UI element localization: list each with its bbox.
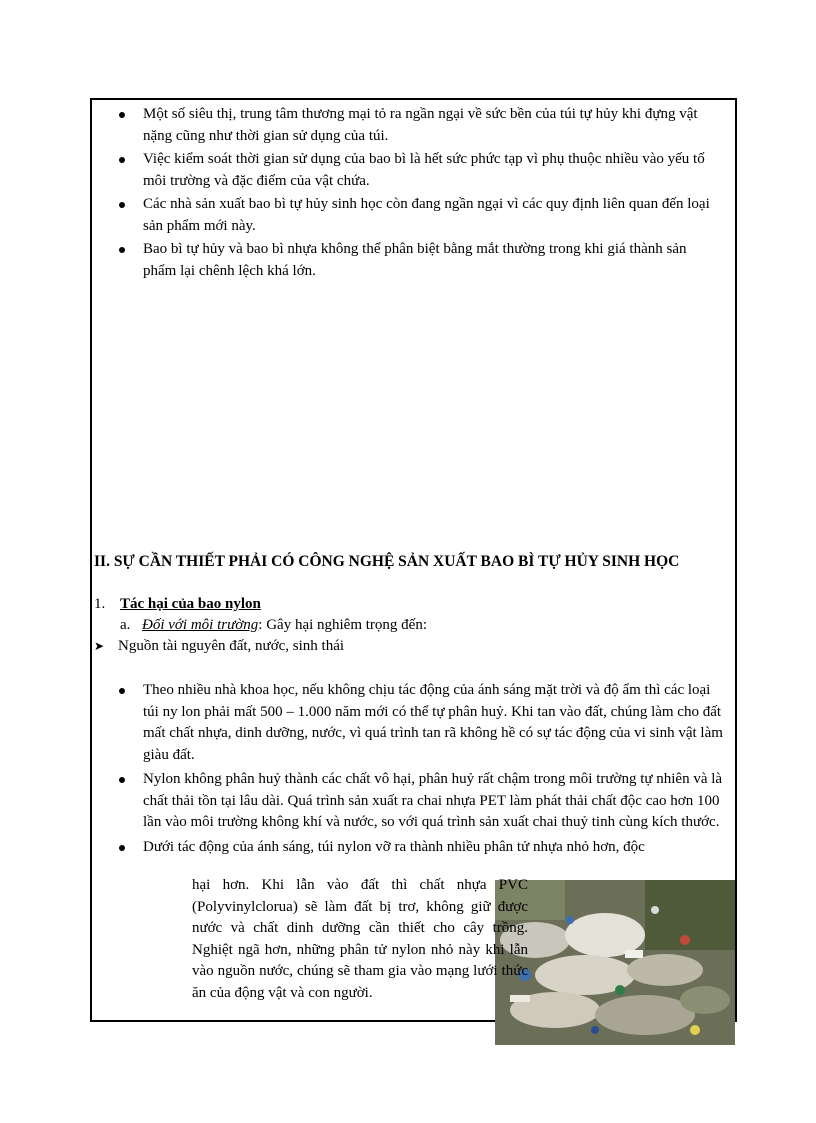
bullet-dot-icon <box>119 247 125 253</box>
impact-bullet-list <box>143 680 728 858</box>
subsection-title-text: Tác hại của bao nylon <box>120 596 261 612</box>
section-heading: II. SỰ CẦN THIẾT PHẢI CÓ CÔNG NGHỆ SẢN XUẤT BAO BÌ TỰ HỦY SINH HỌC <box>94 553 680 570</box>
wrapped-paragraph: hại hơn. Khi lẫn vào đất thì chất nhựa PVC (Polyvinylclorua) sẽ làm đất bị trơ, không giữ được nước và chất dinh dưỡng cần thiết cho cây trồng. Nghiệt ngã hơn, những phân tử nylon nhỏ này khi lẫn vào nguồn nước, chúng sẽ tham gia vào mạng lưới thức ăn của động vật và con người. <box>192 877 528 1001</box>
bullet-dot-icon <box>119 845 125 851</box>
bullet-dot-icon <box>119 688 125 694</box>
sub-subsection-text: : Gây hại nghiêm trọng đến: <box>258 617 427 633</box>
top-bullet-list <box>143 104 723 282</box>
arrow-list-item <box>94 638 344 655</box>
list-item: Nylon không phân huỷ thành các chất vô hại, phân huỷ rất chậm trong môi trường tự nhiên và là chất thải tồn tại lâu dài. Quá trình sản xuất ra chai nhựa PET làm phát thải chất độc cao hơn 100 lần vào môi trường không khí và nước, so với quá trình sản xuất chai thuỷ tinh cùng kích thước. <box>143 769 728 834</box>
list-item: Theo nhiều nhà khoa học, nếu không chịu tác động của ánh sáng mặt trời và độ ẩm thì các loại túi ny lon phải mất 500 – 1.000 năm mới có thể tự phân huỷ. Khi tan vào đất, chúng làm cho đất mất chất nhựa, dinh dưỡng, nước, vì quá trình tan rã không hề có sự tác động của vi sinh vật làm giàu đất. <box>143 680 728 766</box>
list-item: Một số siêu thị, trung tâm thương mại tỏ ra ngần ngại về sức bền của túi tự hủy khi đựng vật nặng cũng như thời gian sử dụng của túi. <box>143 104 723 147</box>
subsection-number: 1. <box>94 596 106 612</box>
list-item: Dưới tác động của ánh sáng, túi nylon vỡ ra thành nhiều phân tử nhựa nhỏ hơn, độc <box>143 837 728 859</box>
plastic-waste-image-icon <box>495 880 735 1045</box>
sub-subsection <box>120 617 427 634</box>
bullet-dot-icon <box>119 202 125 208</box>
bullet-dot-icon <box>119 777 125 783</box>
subsection-title <box>94 596 261 613</box>
list-item: Bao bì tự hủy và bao bì nhựa không thể phân biệt bằng mắt thường trong khi giá thành sản phẩm lại chênh lệch khá lớn. <box>143 239 723 282</box>
arrow-item-text: Nguồn tài nguyên đất, nước, sinh thái <box>118 638 345 654</box>
bullet-dot-icon <box>119 112 125 118</box>
plastic-waste-photo <box>495 880 735 1045</box>
sub-subsection-letter: a. <box>120 617 131 633</box>
arrow-bullet-icon: ➤ <box>94 639 105 653</box>
list-item: Các nhà sản xuất bao bì tự hủy sinh học còn đang ngần ngại vì các quy định liên quan đến loại sản phẩm mới này. <box>143 194 723 237</box>
list-item: Việc kiểm soát thời gian sử dụng của bao bì là hết sức phức tạp vì phụ thuộc nhiều vào yếu tố môi trường và đặc điểm của vật chứa. <box>143 149 723 192</box>
bullet-dot-icon <box>119 157 125 163</box>
sub-subsection-label: Đối với môi trường <box>142 617 259 633</box>
